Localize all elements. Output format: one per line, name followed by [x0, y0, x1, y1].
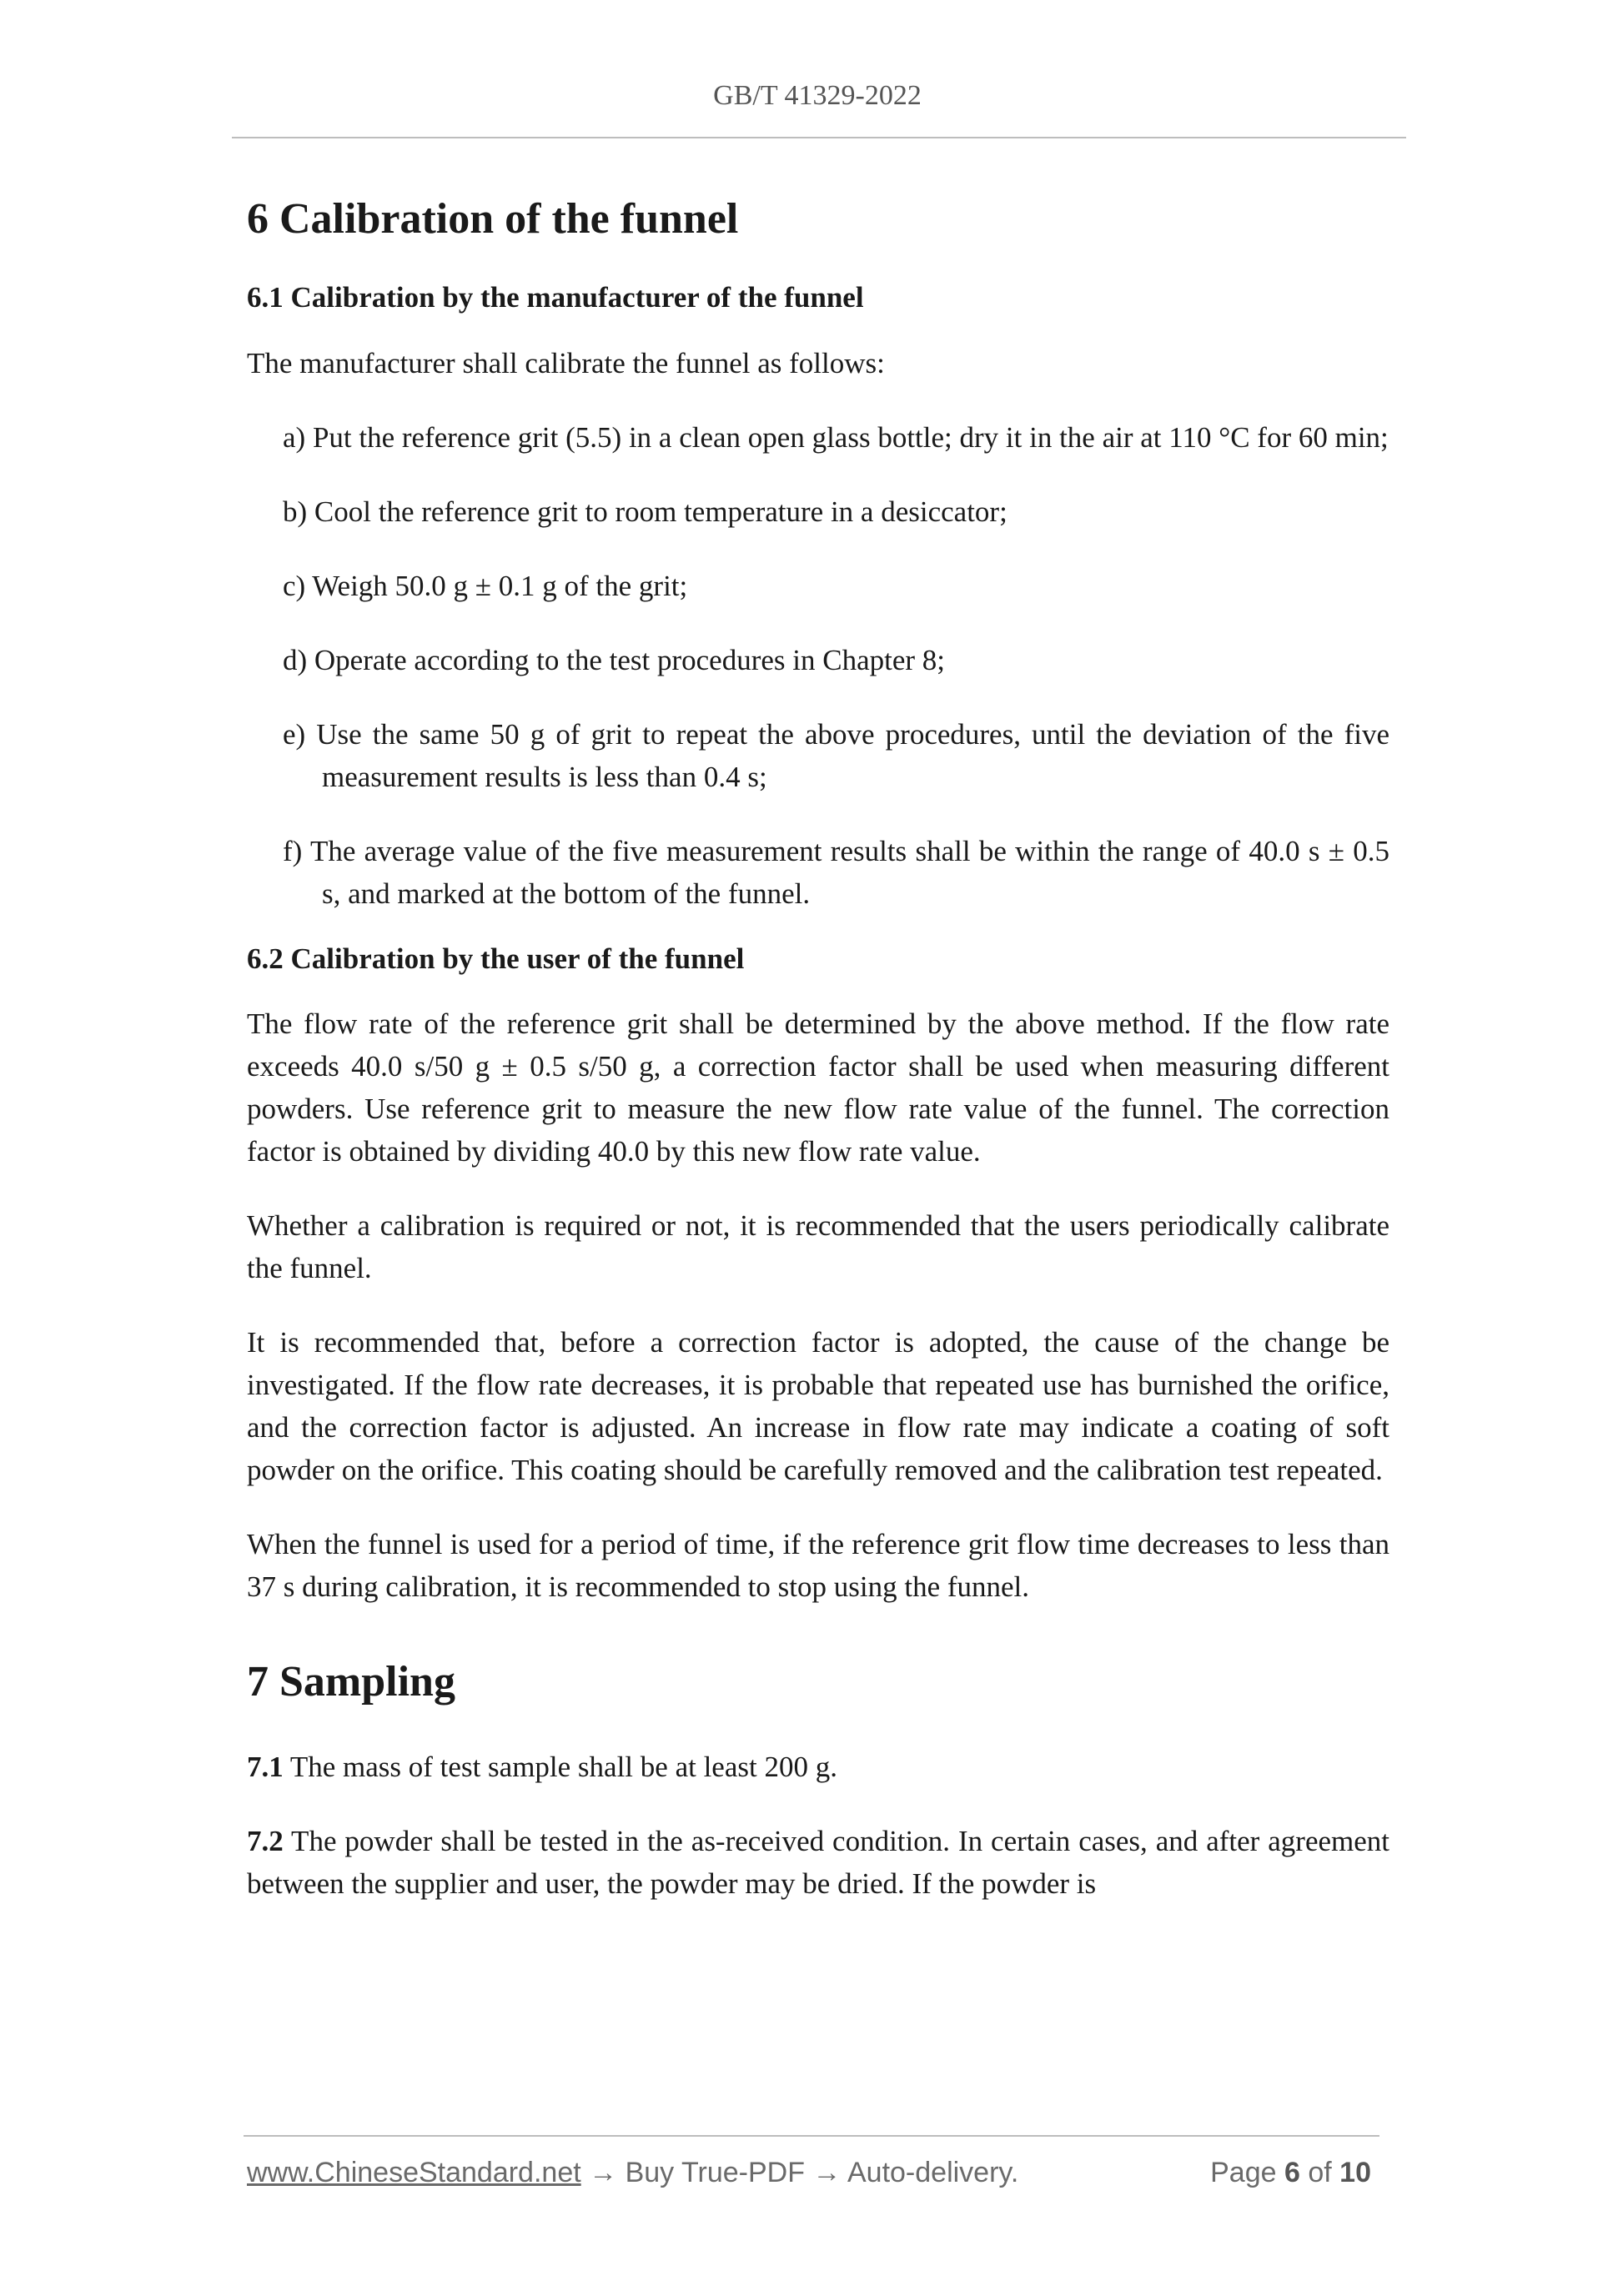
list-item: b) Cool the reference grit to room temperature in a desiccator;	[283, 495, 1007, 528]
page-indicator	[1210, 2157, 1371, 2189]
list-item: a) Put the reference grit (5.5) in a clean open glass bottle; dry it in the air at 110 °C for 60 min;	[283, 420, 1389, 454]
standard-number-header: GB/T 41329-2022	[713, 80, 922, 111]
clause-7-2	[247, 1820, 1389, 1905]
clause-label: 7.2	[247, 1824, 284, 1857]
promo-text: → Buy True-PDF → Auto-delivery.	[580, 2157, 1019, 2188]
page-content	[247, 175, 1389, 1905]
page-of: of	[1308, 2157, 1332, 2188]
list-item: f) The average value of the five measurement results shall be within the range of 40.0 s ± 0.5 s, and marked at the bottom of the funnel.	[283, 834, 1389, 910]
list-item: e) Use the same 50 g of grit to repeat the above procedures, until the deviation of the five measurement results is less than 0.4 s;	[283, 717, 1389, 793]
page-current: 6	[1284, 2157, 1300, 2188]
clause-label: 7.1	[247, 1750, 284, 1783]
footer-divider	[244, 2135, 1379, 2137]
section-6-heading: 6 Calibration of the funnel	[247, 195, 739, 243]
section-6-2-heading: 6.2 Calibration by the user of the funnel	[247, 942, 745, 975]
page-total: 10	[1339, 2157, 1371, 2188]
paragraph: Whether a calibration is required or not, it is recommended that the users periodically calibrate the funnel.	[247, 1209, 1389, 1285]
section-7-heading: 7 Sampling	[247, 1658, 455, 1706]
page-label: Page	[1210, 2157, 1277, 2188]
page-footer	[247, 2157, 1381, 2189]
clause-text: The mass of test sample shall be at least 200 g.	[283, 1750, 837, 1783]
paragraph: When the funnel is used for a period of time, if the reference grit flow time decreases to less than 37 s during calibration, it is recommended to stop using the funnel.	[247, 1528, 1389, 1604]
clause-7-1	[247, 1746, 1389, 1788]
header-divider	[232, 137, 1406, 138]
paragraph: It is recommended that, before a correction factor is adopted, the cause of the change be investigated. If the flow rate decreases, it is probable that repeated use has burnished the orifice, and the correction factor is adjusted. An increase in flow rate may indicate a coating of soft powder on the orifice. This coating should be carefully removed and the calibration test repeated.	[247, 1326, 1389, 1487]
calibration-steps-list	[247, 416, 1389, 915]
clause-text: The powder shall be tested in the as-received condition. In certain cases, and after agreement between the supplier and user, the powder may be dried. If the powder is	[247, 1824, 1389, 1900]
list-item: d) Operate according to the test procedures in Chapter 8;	[283, 643, 946, 676]
website-link[interactable]: www.ChineseStandard.net	[247, 2157, 581, 2188]
section-6-1-heading: 6.1 Calibration by the manufacturer of the funnel	[247, 281, 864, 314]
section-6-1-intro: The manufacturer shall calibrate the funnel as follows:	[247, 346, 885, 379]
paragraph: The flow rate of the reference grit shall be determined by the above method. If the flow rate exceeds 40.0 s/50 g ± 0.5 s/50 g, a correction factor shall be used when measuring different powders. Use reference grit to measure the new flow rate value of the funnel. The correction factor is obtained by dividing 40.0 by this new flow rate value.	[247, 1007, 1389, 1168]
list-item: c) Weigh 50.0 g ± 0.1 g of the grit;	[283, 569, 688, 602]
